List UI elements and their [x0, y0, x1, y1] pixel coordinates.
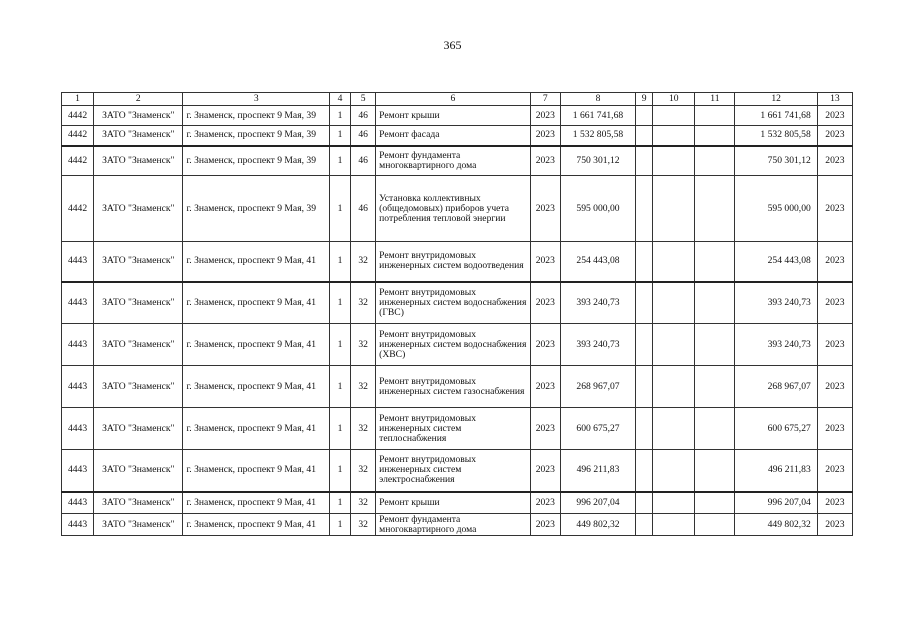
cell-col-3: г. Знаменск, проспект 9 Мая, 41	[183, 366, 330, 408]
cell-col-5: 32	[351, 366, 376, 408]
cell-col-7: 2023	[530, 408, 560, 450]
cell-col-6: Ремонт крыши	[376, 492, 531, 514]
cell-col-4: 1	[329, 450, 350, 492]
table-row	[62, 126, 853, 146]
cell-col-10	[653, 514, 695, 536]
cell-col-8: 254 443,08	[560, 242, 635, 282]
table-row	[62, 146, 853, 176]
column-header-7: 7	[530, 93, 560, 106]
table-row	[62, 492, 853, 514]
cell-col-7: 2023	[530, 492, 560, 514]
cell-col-4: 1	[329, 324, 350, 366]
cell-col-8: 1 661 741,68	[560, 106, 635, 126]
cell-col-13: 2023	[817, 450, 852, 492]
cell-col-8: 449 802,32	[560, 514, 635, 536]
cell-col-10	[653, 492, 695, 514]
cell-col-9	[636, 492, 653, 514]
cell-col-2: ЗАТО "Знаменск"	[94, 324, 183, 366]
table-row	[62, 450, 853, 492]
cell-col-3: г. Знаменск, проспект 9 Мая, 41	[183, 324, 330, 366]
cell-col-7: 2023	[530, 324, 560, 366]
cell-col-7: 2023	[530, 106, 560, 126]
cell-col-10	[653, 324, 695, 366]
cell-col-3: г. Знаменск, проспект 9 Мая, 41	[183, 492, 330, 514]
table-row	[62, 514, 853, 536]
cell-col-6: Ремонт фундамента многоквартирного дома	[376, 146, 531, 176]
cell-col-1: 4443	[62, 242, 94, 282]
cell-col-8: 496 211,83	[560, 450, 635, 492]
cell-col-1: 4443	[62, 366, 94, 408]
cell-col-9	[636, 126, 653, 146]
table-row	[62, 408, 853, 450]
cell-col-10	[653, 282, 695, 324]
cell-col-1: 4443	[62, 514, 94, 536]
cell-col-5: 46	[351, 176, 376, 242]
column-header-5: 5	[351, 93, 376, 106]
cell-col-3: г. Знаменск, проспект 9 Мая, 41	[183, 514, 330, 536]
cell-col-10	[653, 242, 695, 282]
cell-col-1: 4443	[62, 492, 94, 514]
cell-col-10	[653, 176, 695, 242]
cell-col-11	[695, 324, 735, 366]
cell-col-9	[636, 366, 653, 408]
cell-col-8: 996 207,04	[560, 492, 635, 514]
cell-col-4: 1	[329, 366, 350, 408]
cell-col-1: 4442	[62, 176, 94, 242]
cell-col-4: 1	[329, 146, 350, 176]
cell-col-9	[636, 408, 653, 450]
cell-col-1: 4443	[62, 282, 94, 324]
cell-col-3: г. Знаменск, проспект 9 Мая, 39	[183, 176, 330, 242]
cell-col-2: ЗАТО "Знаменск"	[94, 282, 183, 324]
cell-col-12: 254 443,08	[735, 242, 817, 282]
cell-col-12: 595 000,00	[735, 176, 817, 242]
cell-col-1: 4442	[62, 106, 94, 126]
cell-col-11	[695, 146, 735, 176]
cell-col-7: 2023	[530, 126, 560, 146]
cell-col-5: 46	[351, 126, 376, 146]
table-header-row	[62, 93, 853, 106]
cell-col-13: 2023	[817, 282, 852, 324]
cell-col-12: 600 675,27	[735, 408, 817, 450]
cell-col-5: 46	[351, 146, 376, 176]
cell-col-10	[653, 126, 695, 146]
cell-col-8: 1 532 805,58	[560, 126, 635, 146]
table-row	[62, 242, 853, 282]
cell-col-13: 2023	[817, 146, 852, 176]
cell-col-9	[636, 176, 653, 242]
cell-col-13: 2023	[817, 366, 852, 408]
cell-col-4: 1	[329, 242, 350, 282]
cell-col-1: 4442	[62, 146, 94, 176]
column-header-4: 4	[329, 93, 350, 106]
cell-col-2: ЗАТО "Знаменск"	[94, 366, 183, 408]
cell-col-5: 32	[351, 408, 376, 450]
cell-col-3: г. Знаменск, проспект 9 Мая, 41	[183, 408, 330, 450]
cell-col-11	[695, 282, 735, 324]
cell-col-3: г. Знаменск, проспект 9 Мая, 41	[183, 282, 330, 324]
cell-col-4: 1	[329, 282, 350, 324]
cell-col-10	[653, 408, 695, 450]
cell-col-2: ЗАТО "Знаменск"	[94, 450, 183, 492]
table-row	[62, 324, 853, 366]
cell-col-4: 1	[329, 408, 350, 450]
cell-col-13: 2023	[817, 242, 852, 282]
cell-col-12: 1 661 741,68	[735, 106, 817, 126]
cell-col-5: 32	[351, 492, 376, 514]
cell-col-9	[636, 146, 653, 176]
cell-col-5: 32	[351, 282, 376, 324]
cell-col-5: 32	[351, 514, 376, 536]
cell-col-6: Ремонт фундамента многоквартирного дома	[376, 514, 531, 536]
table-row	[62, 366, 853, 408]
table-row	[62, 282, 853, 324]
cell-col-10	[653, 450, 695, 492]
cell-col-4: 1	[329, 492, 350, 514]
table-row	[62, 106, 853, 126]
cell-col-7: 2023	[530, 450, 560, 492]
cell-col-13: 2023	[817, 106, 852, 126]
cell-col-5: 46	[351, 106, 376, 126]
cell-col-12: 750 301,12	[735, 146, 817, 176]
cell-col-6: Ремонт внутридомовых инженерных систем водоотведения	[376, 242, 531, 282]
cell-col-7: 2023	[530, 282, 560, 324]
cell-col-5: 32	[351, 450, 376, 492]
cell-col-9	[636, 282, 653, 324]
cell-col-6: Установка коллективных (общедомовых) приборов учета потребления тепловой энергии	[376, 176, 531, 242]
cell-col-10	[653, 106, 695, 126]
cell-col-6: Ремонт внутридомовых инженерных систем теплоснабжения	[376, 408, 531, 450]
cell-col-9	[636, 242, 653, 282]
cell-col-6: Ремонт фасада	[376, 126, 531, 146]
cell-col-4: 1	[329, 176, 350, 242]
cell-col-7: 2023	[530, 146, 560, 176]
cell-col-13: 2023	[817, 324, 852, 366]
cell-col-13: 2023	[817, 408, 852, 450]
cell-col-2: ЗАТО "Знаменск"	[94, 106, 183, 126]
cell-col-13: 2023	[817, 176, 852, 242]
cell-col-5: 32	[351, 242, 376, 282]
cell-col-13: 2023	[817, 514, 852, 536]
cell-col-4: 1	[329, 106, 350, 126]
cell-col-9	[636, 514, 653, 536]
cell-col-9	[636, 106, 653, 126]
cell-col-2: ЗАТО "Знаменск"	[94, 408, 183, 450]
cell-col-3: г. Знаменск, проспект 9 Мая, 41	[183, 450, 330, 492]
cell-col-12: 393 240,73	[735, 282, 817, 324]
column-header-8: 8	[560, 93, 635, 106]
column-header-10: 10	[653, 93, 695, 106]
cell-col-8: 750 301,12	[560, 146, 635, 176]
cell-col-12: 449 802,32	[735, 514, 817, 536]
cell-col-11	[695, 176, 735, 242]
cell-col-5: 32	[351, 324, 376, 366]
cell-col-11	[695, 242, 735, 282]
cell-col-8: 600 675,27	[560, 408, 635, 450]
column-header-9: 9	[636, 93, 653, 106]
cell-col-4: 1	[329, 514, 350, 536]
cell-col-11	[695, 106, 735, 126]
cell-col-8: 393 240,73	[560, 324, 635, 366]
cell-col-6: Ремонт крыши	[376, 106, 531, 126]
cell-col-11	[695, 450, 735, 492]
cell-col-10	[653, 146, 695, 176]
cell-col-6: Ремонт внутридомовых инженерных систем электроснабжения	[376, 450, 531, 492]
cell-col-11	[695, 366, 735, 408]
column-header-13: 13	[817, 93, 852, 106]
cell-col-3: г. Знаменск, проспект 9 Мая, 41	[183, 242, 330, 282]
cell-col-11	[695, 514, 735, 536]
cell-col-3: г. Знаменск, проспект 9 Мая, 39	[183, 126, 330, 146]
cell-col-12: 496 211,83	[735, 450, 817, 492]
cell-col-2: ЗАТО "Знаменск"	[94, 126, 183, 146]
cell-col-12: 996 207,04	[735, 492, 817, 514]
cell-col-2: ЗАТО "Знаменск"	[94, 176, 183, 242]
cell-col-1: 4443	[62, 324, 94, 366]
cell-col-6: Ремонт внутридомовых инженерных систем водоснабжения (ХВС)	[376, 324, 531, 366]
cell-col-12: 268 967,07	[735, 366, 817, 408]
column-header-12: 12	[735, 93, 817, 106]
cell-col-3: г. Знаменск, проспект 9 Мая, 39	[183, 106, 330, 126]
cell-col-2: ЗАТО "Знаменск"	[94, 514, 183, 536]
cell-col-6: Ремонт внутридомовых инженерных систем водоснабжения (ГВС)	[376, 282, 531, 324]
cell-col-3: г. Знаменск, проспект 9 Мая, 39	[183, 146, 330, 176]
cell-col-6: Ремонт внутридомовых инженерных систем газоснабжения	[376, 366, 531, 408]
column-header-3: 3	[183, 93, 330, 106]
cell-col-13: 2023	[817, 126, 852, 146]
cell-col-1: 4442	[62, 126, 94, 146]
column-header-1: 1	[62, 93, 94, 106]
cell-col-4: 1	[329, 126, 350, 146]
cell-col-12: 1 532 805,58	[735, 126, 817, 146]
cell-col-11	[695, 408, 735, 450]
cell-col-8: 268 967,07	[560, 366, 635, 408]
cell-col-7: 2023	[530, 176, 560, 242]
column-header-2: 2	[94, 93, 183, 106]
cell-col-9	[636, 450, 653, 492]
cell-col-2: ЗАТО "Знаменск"	[94, 242, 183, 282]
cell-col-2: ЗАТО "Знаменск"	[94, 492, 183, 514]
cell-col-7: 2023	[530, 514, 560, 536]
cell-col-9	[636, 324, 653, 366]
cell-col-8: 595 000,00	[560, 176, 635, 242]
cell-col-1: 4443	[62, 408, 94, 450]
cell-col-8: 393 240,73	[560, 282, 635, 324]
cell-col-11	[695, 126, 735, 146]
cell-col-13: 2023	[817, 492, 852, 514]
cell-col-2: ЗАТО "Знаменск"	[94, 146, 183, 176]
data-table	[61, 92, 853, 536]
cell-col-10	[653, 366, 695, 408]
cell-col-1: 4443	[62, 450, 94, 492]
column-header-11: 11	[695, 93, 735, 106]
table-row	[62, 176, 853, 242]
cell-col-12: 393 240,73	[735, 324, 817, 366]
column-header-6: 6	[376, 93, 531, 106]
page-number: 365	[443, 38, 462, 52]
cell-col-11	[695, 492, 735, 514]
cell-col-7: 2023	[530, 366, 560, 408]
cell-col-7: 2023	[530, 242, 560, 282]
